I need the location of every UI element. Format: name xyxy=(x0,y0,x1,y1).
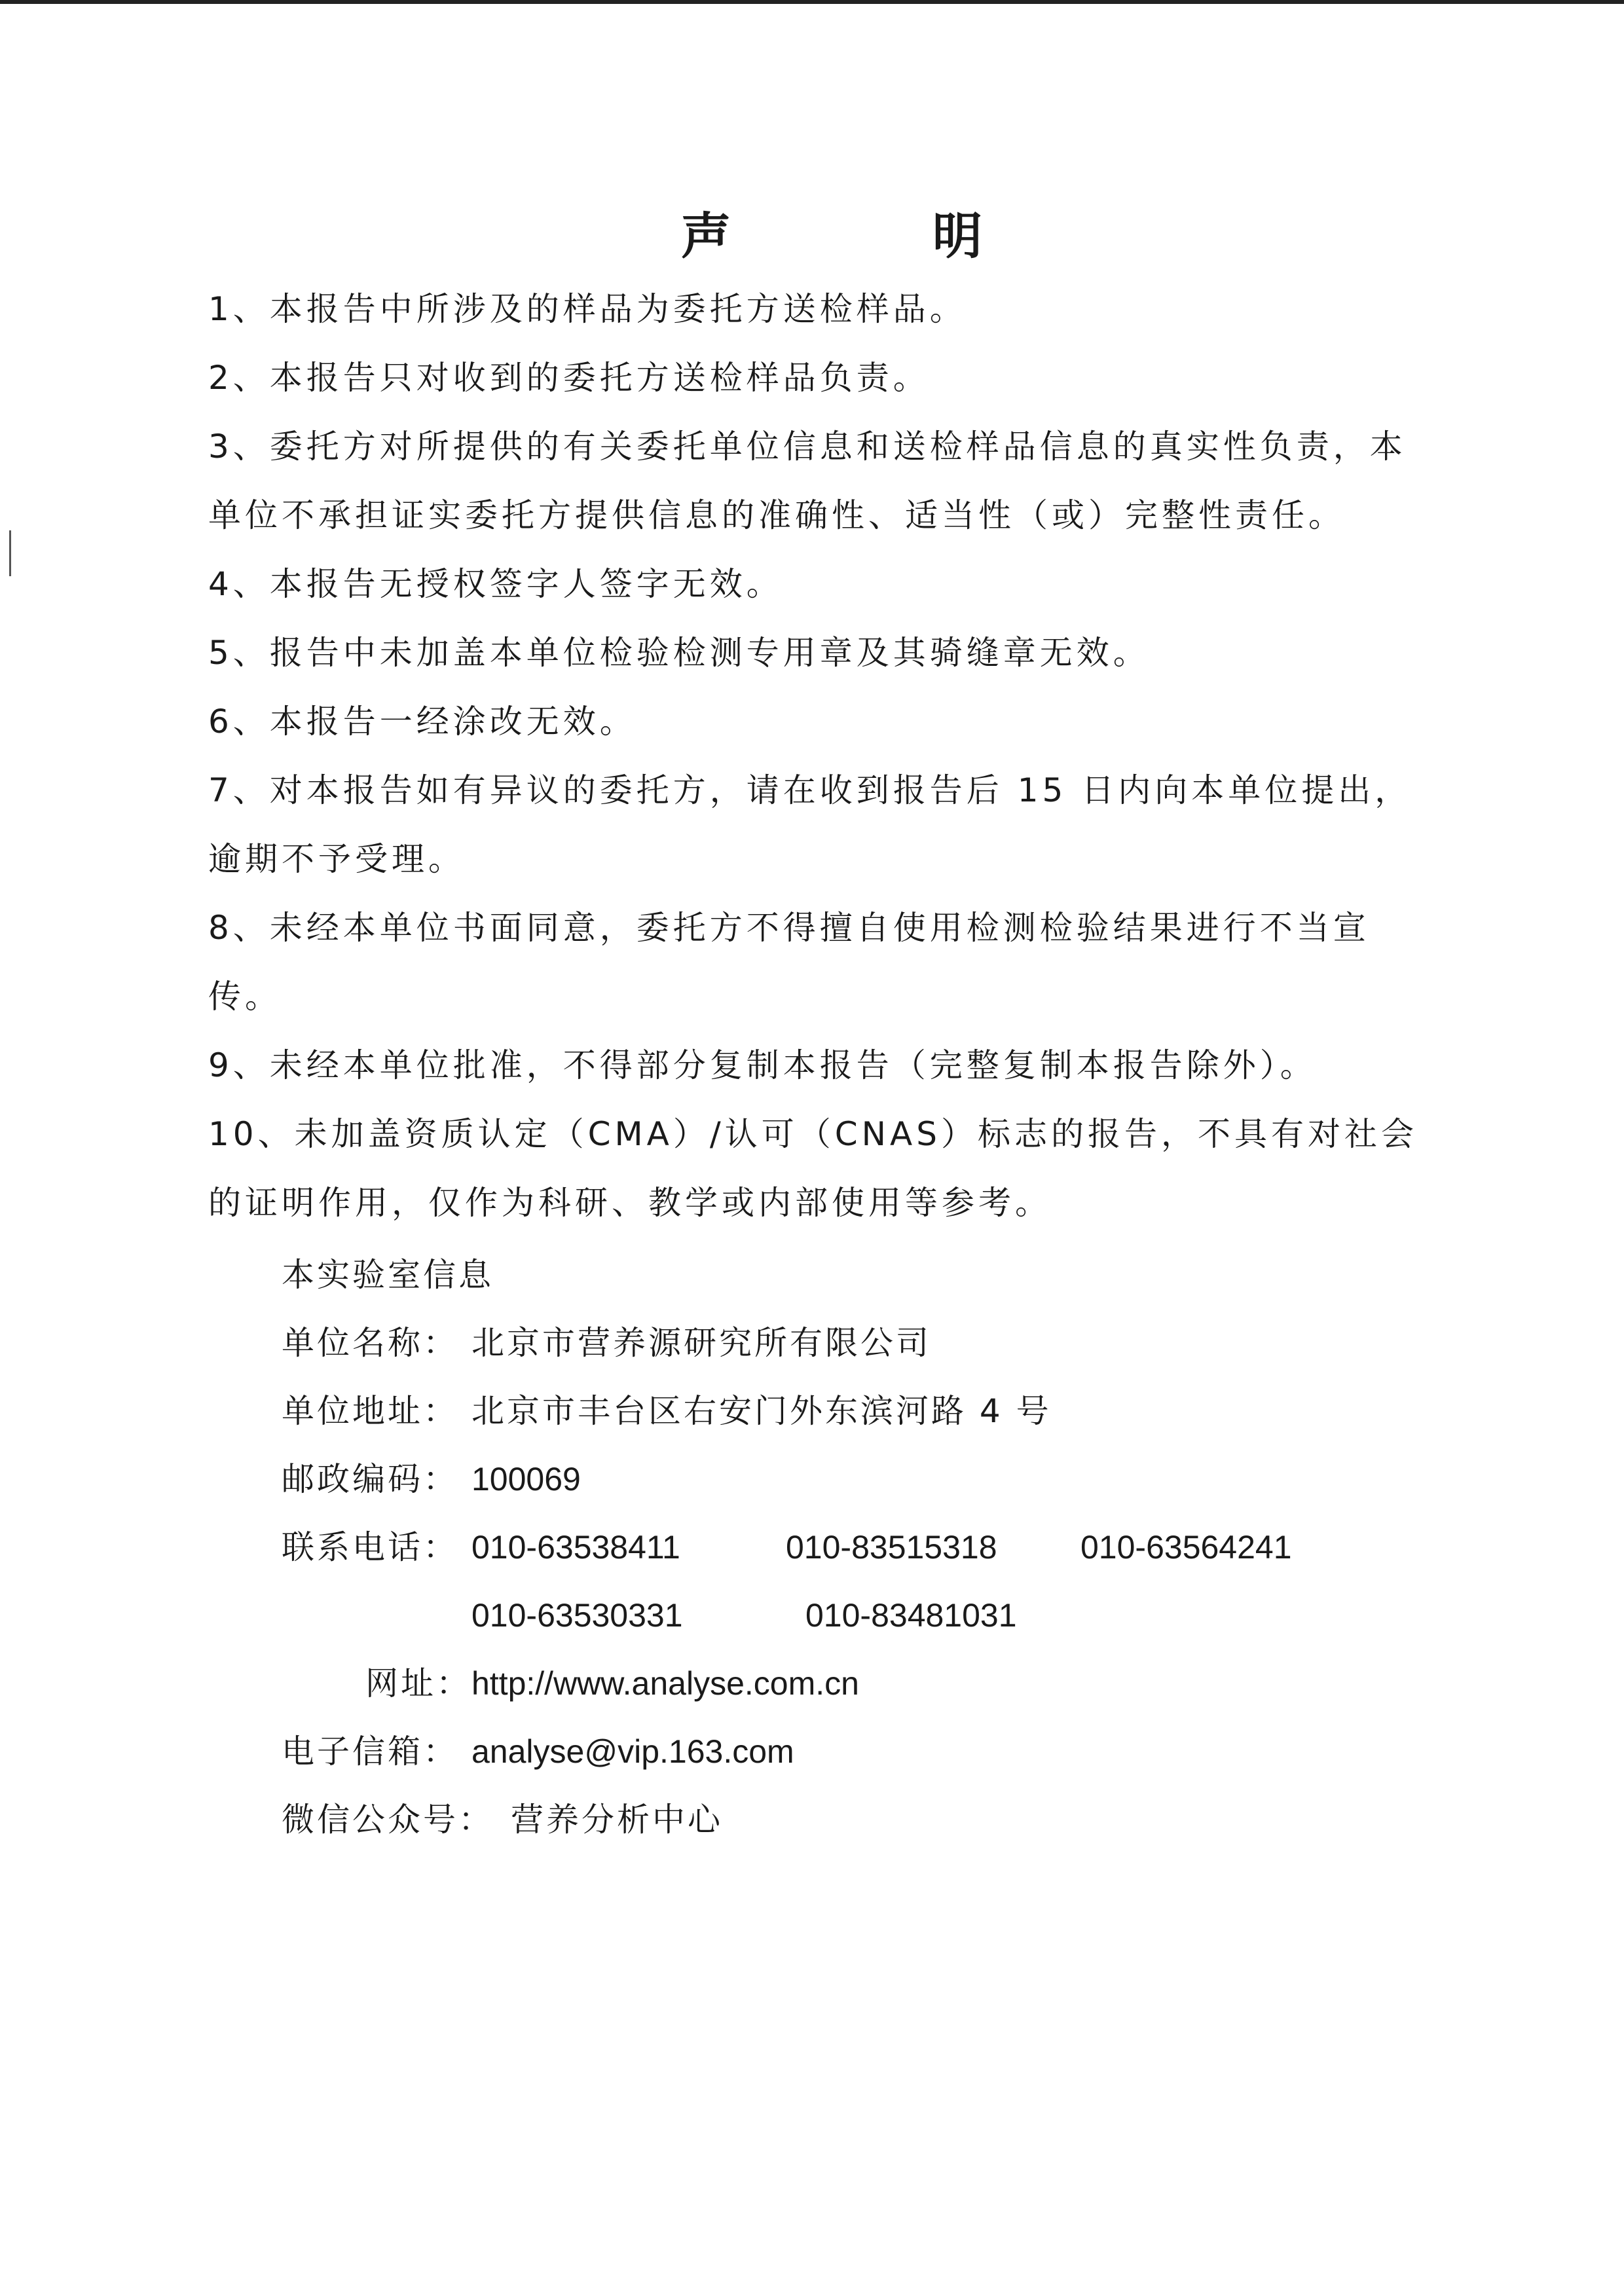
clause-2: 2、本报告只对收到的委托方送检样品负责。 xyxy=(208,359,930,397)
lab-postcode-value: 100069 xyxy=(471,1461,581,1497)
phone-number: 010-83481031 xyxy=(805,1597,1017,1634)
scan-edge-mark xyxy=(9,530,11,576)
lab-phone-row-1 xyxy=(282,1513,1395,1581)
clause-7: 7、对本报告如有异议的委托方，请在收到报告后 15 日内向本单位提出，逾期不予受理。 xyxy=(208,771,1412,878)
title-char-1: 声 xyxy=(681,207,731,265)
title-char-2: 明 xyxy=(932,207,982,265)
lab-email-value: analyse@vip.163.com xyxy=(471,1733,794,1770)
top-border-line xyxy=(0,0,1624,4)
clause-6: 6、本报告一经涂改无效。 xyxy=(208,703,637,741)
lab-postcode-row xyxy=(282,1445,1395,1513)
lab-email-label: 电子信箱： xyxy=(282,1733,458,1771)
lab-address-row xyxy=(282,1377,1395,1445)
lab-name-value: 北京市营养源研究所有限公司 xyxy=(471,1324,931,1362)
clause-1: 1、本报告中所涉及的样品为委托方送检样品。 xyxy=(208,290,967,328)
lab-wechat-row xyxy=(282,1786,1395,1854)
lab-postcode-label: 邮政编码： xyxy=(282,1460,458,1498)
page-title xyxy=(681,196,982,268)
lab-address-value: 北京市丰台区右安门外东滨河路 4 号 xyxy=(471,1392,1052,1430)
phone-number: 010-63538411 xyxy=(471,1529,680,1566)
lab-wechat-value: 营养分析中心 xyxy=(511,1801,723,1839)
clause-8: 8、未经本单位书面同意，委托方不得擅自使用检测检验结果进行不当宣传。 xyxy=(208,909,1370,1016)
declaration-clauses xyxy=(208,275,1439,1238)
lab-info-header: 本实验室信息 xyxy=(282,1256,494,1294)
phone-number: 010-63564241 xyxy=(1080,1529,1292,1566)
clause-5: 5、报告中未加盖本单位检验检测专用章及其骑缝章无效。 xyxy=(208,634,1150,672)
lab-website-value: http://www.analyse.com.cn xyxy=(471,1665,859,1702)
lab-wechat-label: 微信公众号： xyxy=(282,1801,494,1839)
lab-name-label: 单位名称： xyxy=(282,1324,458,1362)
clause-10: 10、未加盖资质认定（CMA）/认可（CNAS）标志的报告，不具有对社会的证明作用，仅作为科研、教学或内部使用等参考。 xyxy=(208,1115,1418,1222)
lab-phone-label: 联系电话： xyxy=(282,1528,458,1566)
lab-phone-row-2 xyxy=(282,1581,1395,1649)
lab-address-label: 单位地址： xyxy=(282,1392,458,1430)
lab-email-row xyxy=(282,1717,1395,1786)
lab-info-block xyxy=(282,1241,1395,1854)
lab-website-row xyxy=(282,1649,1395,1717)
lab-name-row xyxy=(282,1309,1395,1377)
clause-9: 9、未经本单位批准，不得部分复制本报告（完整复制本报告除外）。 xyxy=(208,1046,1317,1084)
lab-website-label: 网址： xyxy=(365,1664,471,1702)
clause-3: 3、委托方对所提供的有关委托单位信息和送检样品信息的真实性负责，本单位不承担证实委托方提供信息的准确性、适当性（或）完整性责任。 xyxy=(208,428,1407,534)
phone-number: 010-63530331 xyxy=(471,1597,683,1634)
phone-number: 010-83515318 xyxy=(786,1529,997,1566)
clause-4: 4、本报告无授权签字人签字无效。 xyxy=(208,565,783,603)
